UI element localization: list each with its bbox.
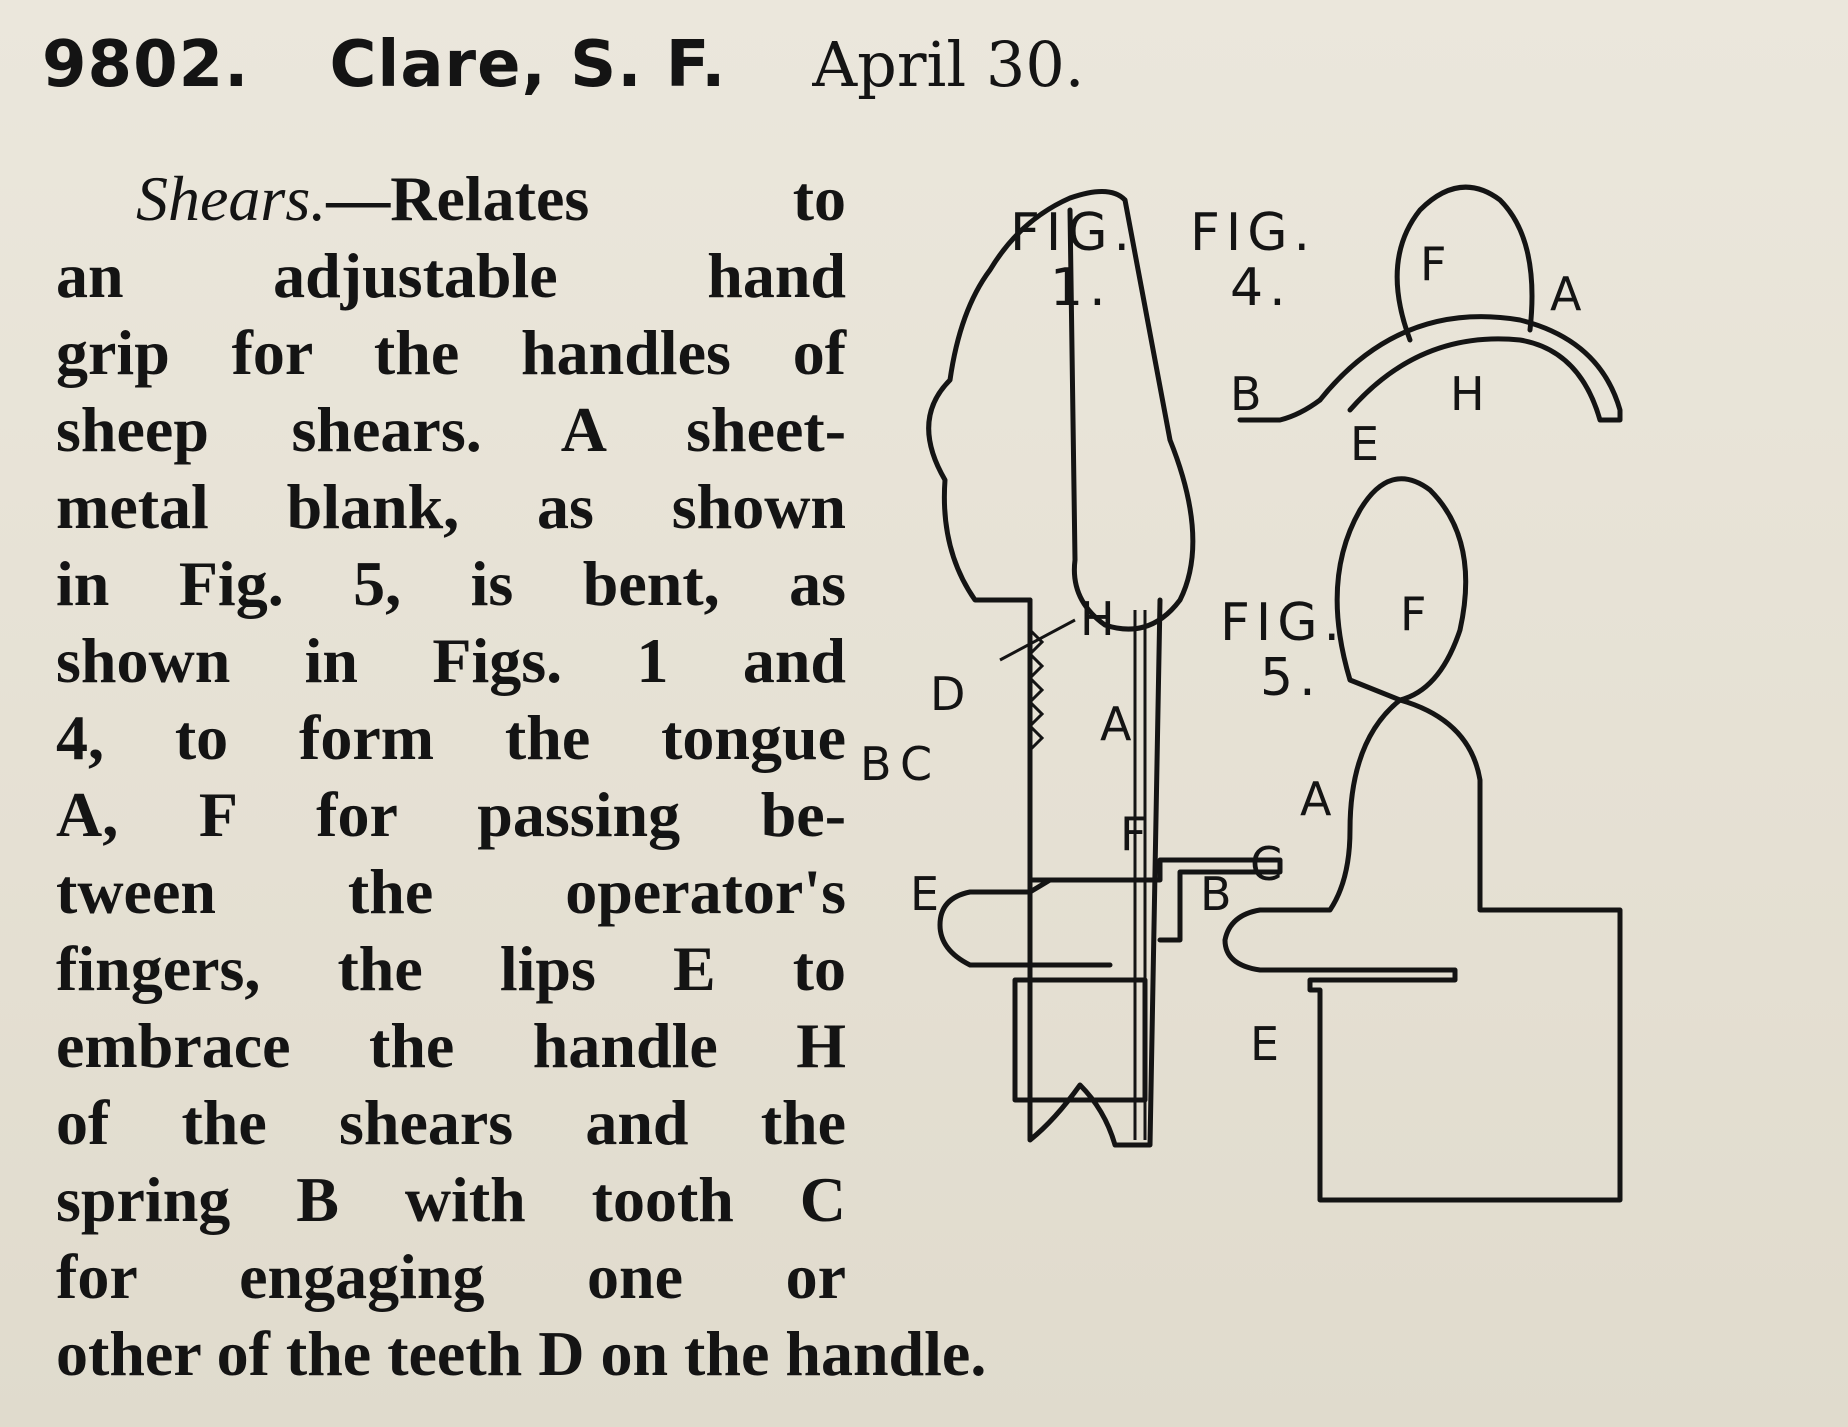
fig1-caption-number: 1. [1050, 258, 1112, 318]
fig5-label-a: A [1300, 772, 1332, 826]
fig5-drawing [1200, 479, 1620, 1200]
text-line-12: embrace the handle H [56, 1010, 846, 1081]
fig5-label-b: B [1200, 867, 1232, 921]
fig1-leader-h [1000, 620, 1075, 660]
fig4-label-a: A [1550, 267, 1582, 321]
fig1-label-h: H [1080, 592, 1115, 646]
text-line-1: —Relates to [326, 163, 846, 234]
fig1-label-d: D [930, 667, 966, 721]
fig1-caption: FIG. [1010, 203, 1137, 263]
text-line-11: fingers, the lips E to [56, 933, 846, 1004]
text-line-2: an adjustable hand [56, 240, 846, 311]
text-line-16: other of the teeth D on the handle. [56, 1318, 987, 1389]
fig4-label-b: B [1230, 367, 1262, 421]
fig1-label-a: A [1100, 697, 1132, 751]
entry-header [42, 28, 1084, 138]
abstract-text [56, 160, 987, 1392]
fig4-drawing [1190, 187, 1620, 471]
fig1-label-e: E [910, 867, 940, 921]
text-line-3: grip for the handles of [56, 317, 846, 388]
text-line-13: of the shears and the [56, 1087, 846, 1158]
text-line-7: shown in Figs. 1 and [56, 625, 846, 696]
fig5-label-f: F [1400, 587, 1427, 641]
figures-drawing [860, 180, 1840, 1260]
text-line-5: metal blank, as shown [56, 471, 846, 542]
fig1-drawing [860, 191, 1283, 1145]
text-line-15: for engaging one or [56, 1241, 846, 1312]
fig1-label-c: C [900, 737, 933, 791]
fig1-label-f: F [1120, 807, 1147, 861]
patent-date: April 30. [812, 28, 1085, 101]
fig5-label-c: C [1250, 837, 1283, 891]
fig4-caption-number: 4. [1230, 258, 1292, 318]
patent-number: 9802. [42, 28, 250, 102]
text-line-6: in Fig. 5, is bent, as [56, 548, 846, 619]
fig4-caption: FIG. [1190, 203, 1317, 263]
fig5-caption: FIG. [1220, 593, 1347, 653]
text-line-9: A, F for passing be- [56, 779, 846, 850]
fig1-label-b: B [860, 737, 892, 791]
fig4-label-e: E [1350, 417, 1380, 471]
inventor-name: Clare, S. F. [329, 28, 727, 102]
text-line-14: spring B with tooth C [56, 1164, 846, 1235]
fig5-caption-number: 5. [1260, 648, 1322, 708]
fig1-handle [1030, 600, 1160, 1145]
subject-title: Shears. [136, 163, 327, 234]
fig1-lips-e [1015, 980, 1145, 1100]
text-line-4: sheep shears. A sheet- [56, 394, 846, 465]
fig5-blank [1225, 700, 1620, 1200]
fig4-label-h: H [1450, 367, 1485, 421]
patent-figures [860, 180, 1840, 1260]
text-line-10: tween the operator's [56, 856, 846, 927]
fig1-spring-b [940, 880, 1110, 965]
fig5-label-e: E [1250, 1017, 1280, 1071]
text-line [56, 160, 846, 237]
fig4-label-f: F [1420, 237, 1447, 291]
text-line-8: 4, to form the tongue [56, 702, 846, 773]
